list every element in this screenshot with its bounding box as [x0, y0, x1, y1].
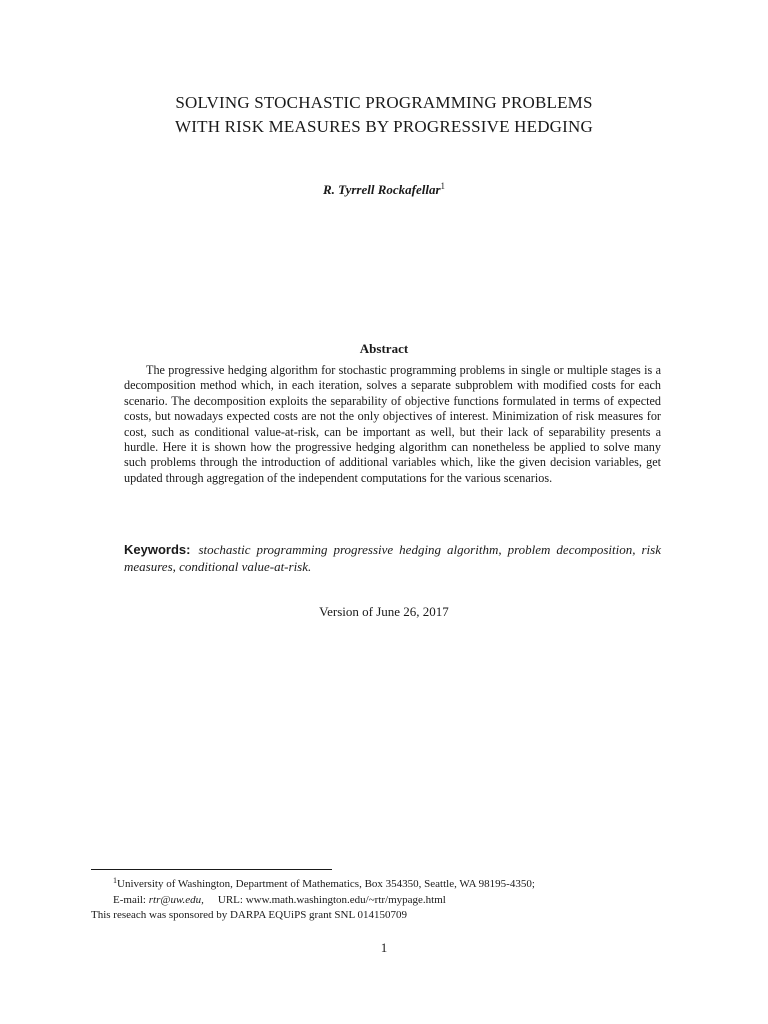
url-link: www.math.washington.edu/~rtr/mypage.html: [245, 893, 446, 906]
keywords-label: Keywords:: [124, 542, 191, 557]
footnote-rule: [91, 869, 332, 870]
footnote-mark: 1: [113, 876, 117, 885]
title-line-2: WITH RISK MEASURES BY PROGRESSIVE HEDGING: [175, 117, 593, 136]
author-name: R. Tyrrell Rockafellar: [322, 182, 441, 197]
footnote-affiliation-line: [91, 873, 691, 893]
footnotes: [91, 873, 691, 924]
abstract-body: The progressive hedging algorithm for stochastic programming problems in single or multiple stages is a decomposition method which, in each iteration, solves a separate subproblem with modified costs for each scenario. The decomposition exploits the separability of objective functions formulated in terms of expected costs, but nowadays expected costs are not the only objectives of interest. Minimization of risk measures for cost, such as conditional value-at-risk, can be important as well, but their lack of separability presents a hurdle. Here it is shown how the progressive hedging algorithm can nonetheless be applied to solve many such problems through the introduction of additional variables which, like the given decision variables, get updated through aggregation of the independent computations for the various scenarios.: [124, 363, 661, 485]
author-footnote-mark: 1: [440, 181, 446, 191]
paper-title: [0, 91, 768, 139]
url-label: URL:: [217, 893, 243, 906]
abstract-heading: Abstract: [359, 341, 409, 356]
email-label: E-mail:: [113, 893, 146, 906]
footnote-sponsor: This reseach was sponsored by DARPA EQUiPS grant SNL 014150709: [91, 909, 408, 921]
version-date: Version of June 26, 2017: [319, 604, 449, 619]
footnote-affiliation: University of Washington, Department of Mathematics, Box 354350, Seattle, WA 98195-4350;: [117, 878, 535, 890]
keywords: [124, 541, 661, 575]
email-address: rtr@uw.edu,: [148, 893, 204, 906]
page-number: 1: [380, 940, 388, 955]
footnote-contact-line: [91, 893, 691, 909]
author-line: [0, 181, 768, 198]
title-line-1: SOLVING STOCHASTIC PROGRAMMING PROBLEMS: [175, 93, 593, 112]
keywords-text: stochastic programming progressive hedging algorithm, problem decomposition, risk measures, conditional value-at-risk.: [124, 542, 661, 574]
